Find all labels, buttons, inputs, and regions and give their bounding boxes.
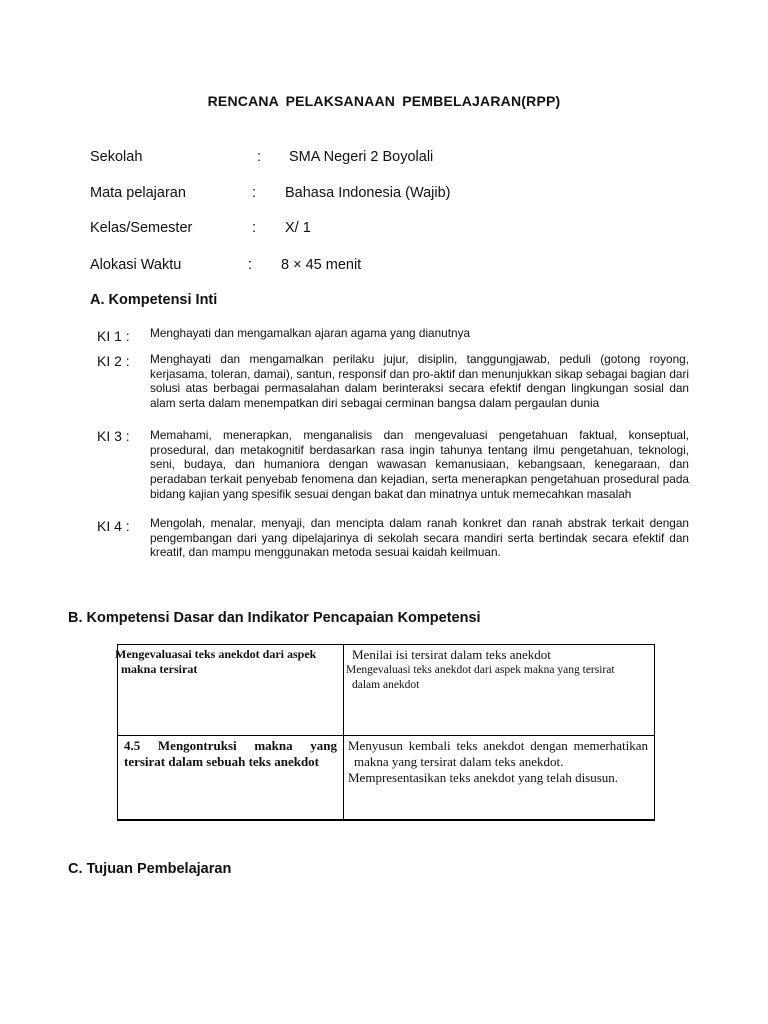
indicator-text: Menyusun kembali teks anekdot dengan memerhatikan makna yang tersirat dalam teks anekdot. bbox=[348, 738, 648, 769]
identity-label-mata-pelajaran: Mata pelajaran bbox=[90, 185, 186, 201]
section-b-heading: B. Kompetensi Dasar dan Indikator Pencapaian Kompetensi bbox=[68, 610, 481, 626]
indicator-line: dalam anekdot bbox=[352, 679, 420, 691]
kd-cell bbox=[115, 645, 344, 736]
identity-label-alokasi-waktu: Alokasi Waktu bbox=[90, 257, 182, 273]
kompetensi-dasar-table bbox=[117, 644, 655, 821]
kd-line: Mengevaluasai teks anekdot dari aspek bbox=[115, 647, 317, 661]
kd-text: 4.5 Mengontruksi makna yang tersirat dalam sebuah teks anekdot bbox=[124, 738, 337, 769]
ki-2-label: KI 2 : bbox=[97, 353, 130, 369]
kd-text bbox=[115, 645, 343, 677]
identity-value-mata-pelajaran: Bahasa Indonesia (Wajib) bbox=[285, 185, 451, 201]
indicator-text: Menilai isi tersirat dalam teks anekdot bbox=[352, 647, 551, 662]
identity-colon: : bbox=[248, 257, 253, 273]
kd-cell bbox=[118, 736, 344, 821]
indicator-cell bbox=[344, 645, 655, 736]
ki-1-label: KI 1 : bbox=[97, 328, 130, 344]
ki-4-text: Mengolah, menalar, menyaji, dan mencipta dalam ranah konkret dan ranah abstrak terkait dengan pengembangan dari yang dipelajarinya di sekolah secara mandiri serta bertindak secara efektif dan kreatif, dan mampu menggunakan metoda sesuai kaidah keilmuan. bbox=[150, 516, 689, 560]
ki-2-text: Menghayati dan mengamalkan perilaku jujur, disiplin, tanggungjawab, peduli (gotong royong, kerjasama, toleran, damai), santun, responsif dan pro-aktif dan menunjukkan sikap sebagai bagian dari solusi atas berbagai permasalahan dalam berinteraksi secara efektif dengan lingkungan sosial dan alam serta dalam menempatkan diri sebagai cerminan bangsa dalam pergaulan dunia bbox=[150, 352, 689, 411]
identity-value-sekolah: SMA Negeri 2 Boyolali bbox=[289, 149, 434, 165]
ki-3-text: Memahami, menerapkan, menganalisis dan mengevaluasi pengetahuan faktual, konseptual, prosedural, dan metakognitif berdasarkan rasa ingin tahunya tentang ilmu pengetahuan, teknologi, seni, budaya, dan humaniora dengan wawasan kemanusiaan, kebangsaan, kenegaraan, dan peradaban terkait penyebab fenomena dan kejadian, serta menerapkan pengetahuan prosedural pada bidang kajian yang spesifik sesuai dengan bakat dan minatnya untuk memecahkan masalah bbox=[150, 428, 689, 501]
section-a-heading: A. Kompetensi Inti bbox=[90, 292, 218, 308]
section-c-heading: C. Tujuan Pembelajaran bbox=[68, 861, 232, 877]
kd-line: makna tersirat bbox=[121, 662, 198, 676]
table-row bbox=[118, 736, 655, 821]
identity-value-alokasi-waktu: 8 × 45 menit bbox=[281, 257, 362, 273]
indicator-line: Mengevaluasi teks anekdot dari aspek makna yang tersirat bbox=[346, 664, 615, 676]
identity-colon: : bbox=[257, 149, 262, 165]
indicator-text: Mempresentasikan teks anekdot yang telah disusun. bbox=[348, 770, 619, 785]
indicator-group bbox=[344, 736, 654, 786]
identity-label-kelas-semester: Kelas/Semester bbox=[90, 220, 193, 236]
identity-colon: : bbox=[252, 220, 257, 236]
identity-value-kelas-semester: X/ 1 bbox=[285, 220, 311, 236]
ki-1-text: Menghayati dan mengamalkan ajaran agama yang dianutnya bbox=[150, 326, 471, 340]
table-row bbox=[118, 645, 655, 736]
identity-colon: : bbox=[252, 185, 257, 201]
indicator-cell bbox=[344, 736, 655, 821]
identity-label-sekolah: Sekolah bbox=[90, 149, 143, 165]
document-title: RENCANA PELAKSANAAN PEMBELAJARAN(RPP) bbox=[207, 93, 561, 109]
ki-4-label: KI 4 : bbox=[97, 518, 130, 534]
indicator-text bbox=[344, 663, 654, 693]
ki-3-label: KI 3 : bbox=[97, 428, 130, 444]
